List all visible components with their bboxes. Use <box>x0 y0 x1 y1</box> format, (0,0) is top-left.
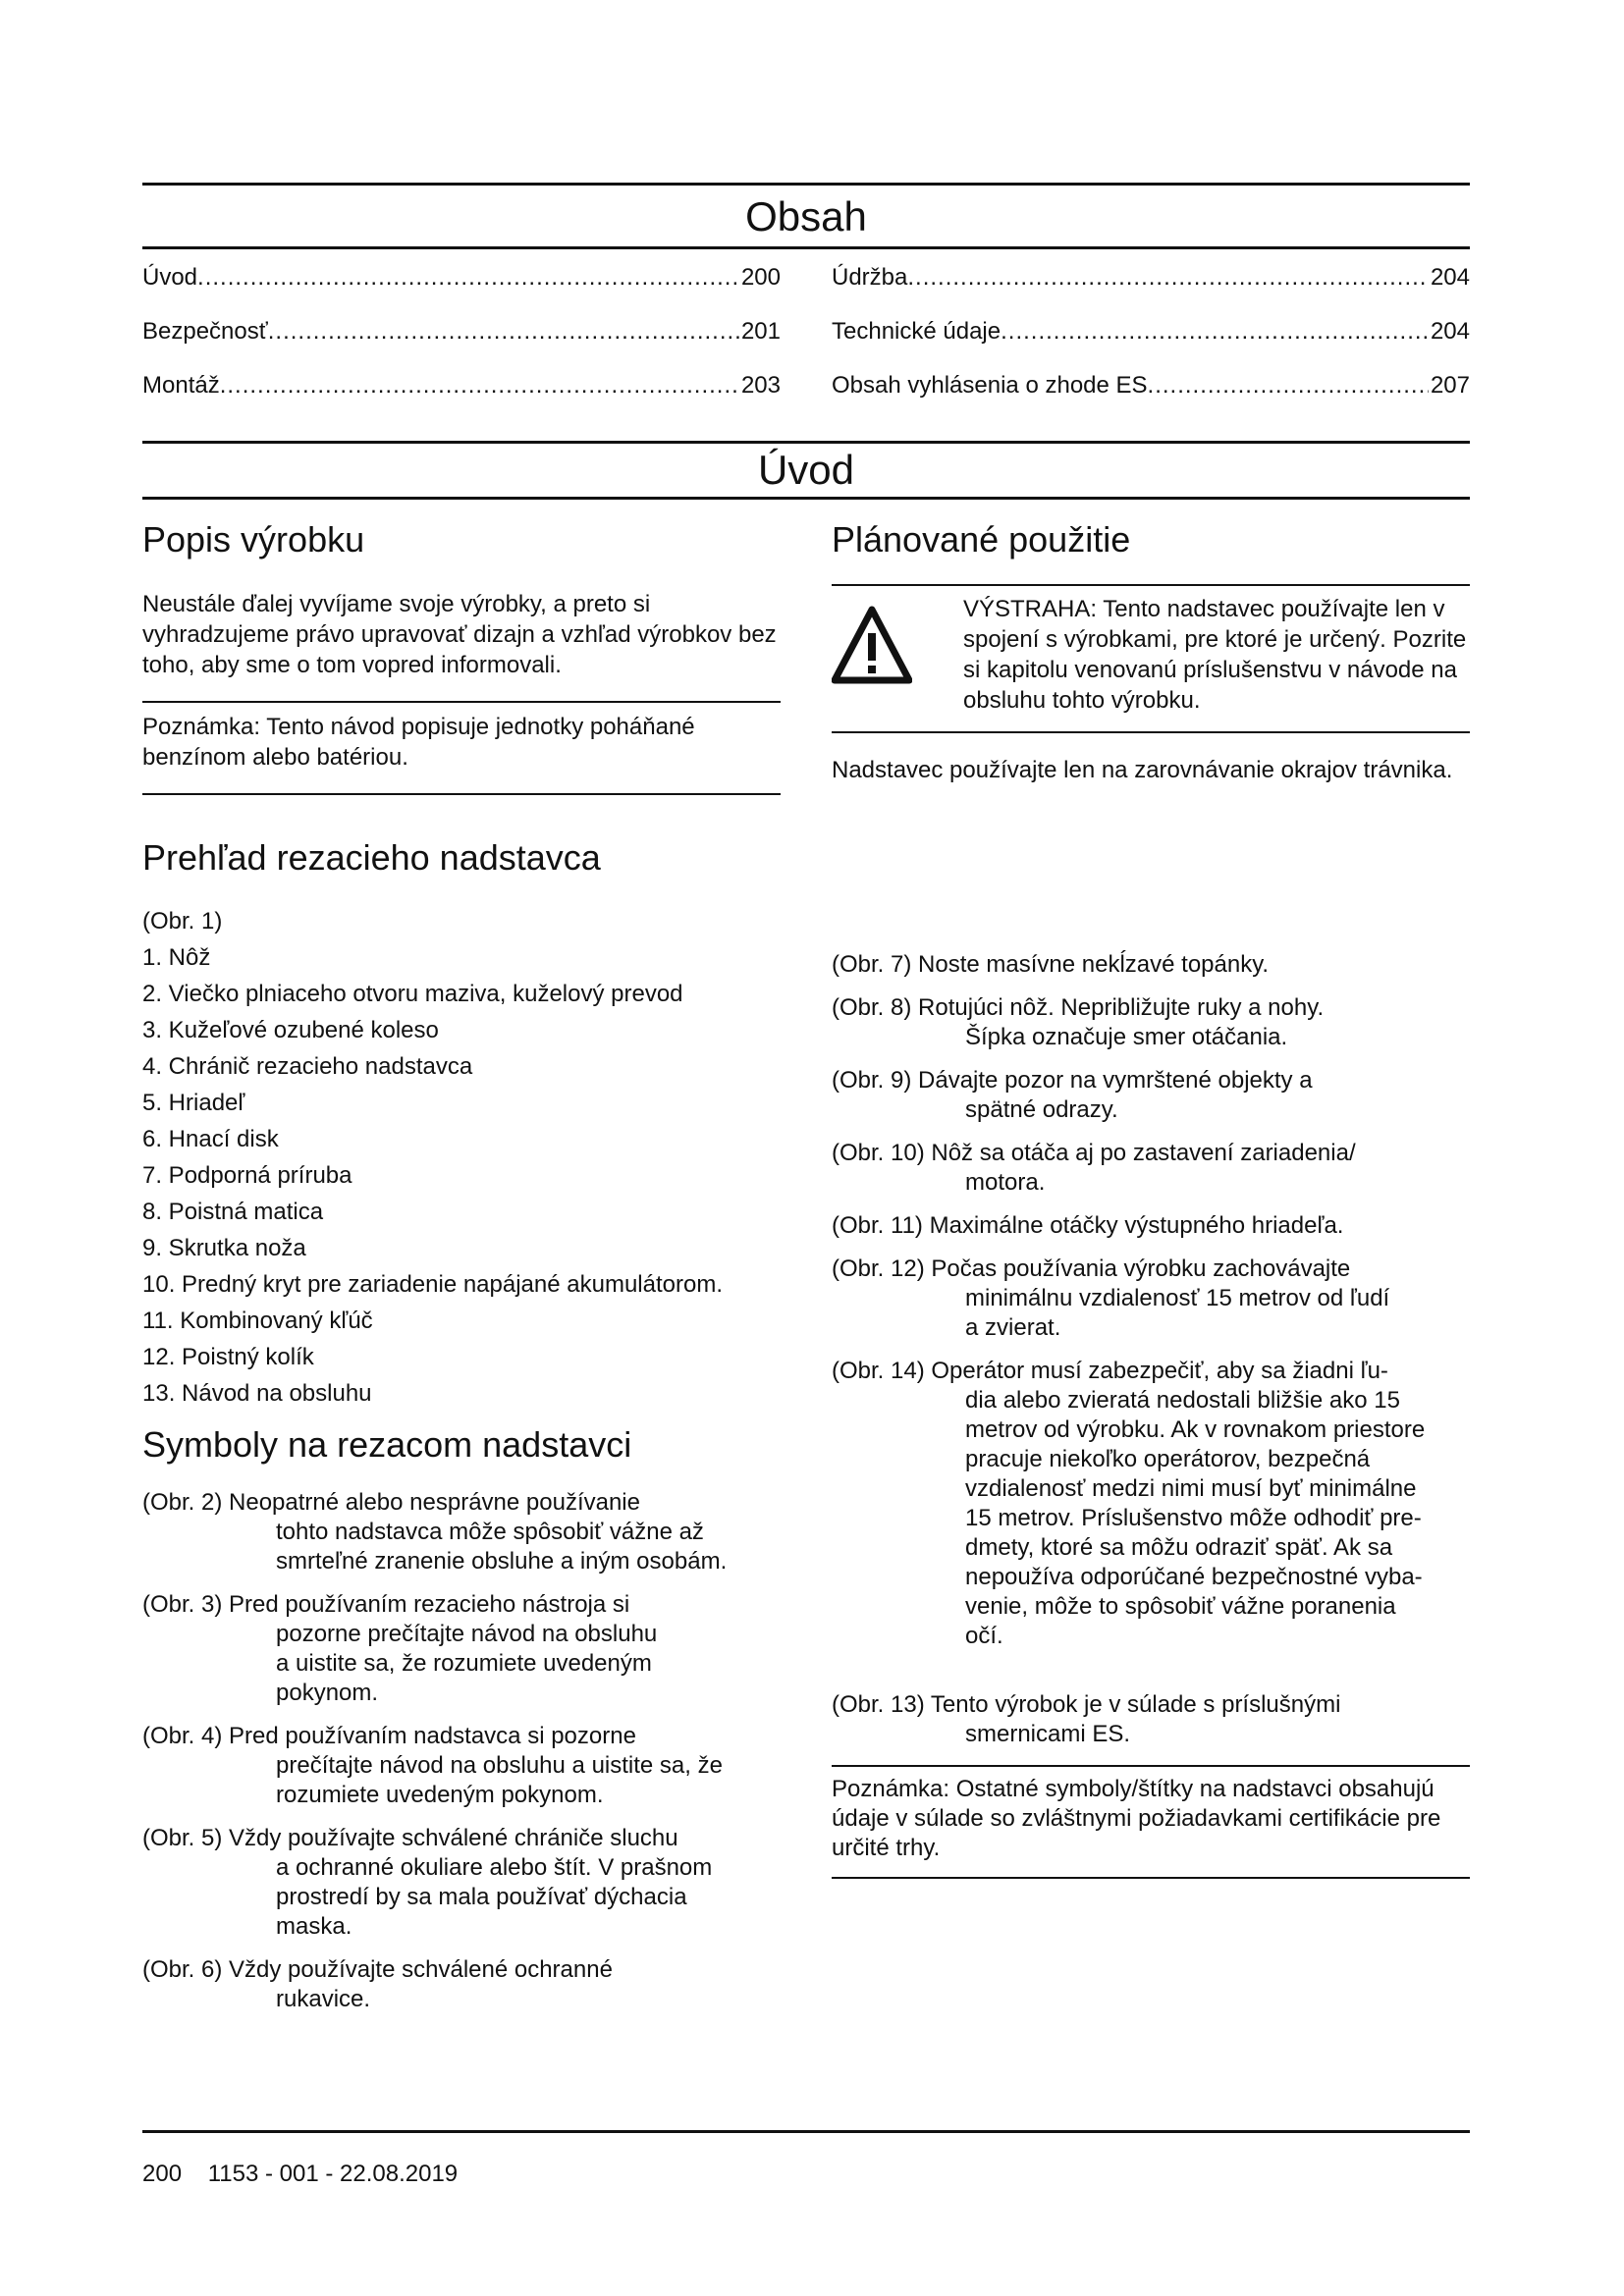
product-description-heading: Popis výrobku <box>142 519 365 560</box>
toc-entry-label: Technické údaje <box>832 318 1001 345</box>
symbol-entry: (Obr. 12) Počas používania výrobku zachovávajte minimálnu vzdialenosť 15 metrov od ľudí a zvierat. <box>832 1255 1390 1341</box>
product-description <box>142 518 781 795</box>
toc-leader <box>220 371 739 400</box>
divider <box>832 1765 1470 1767</box>
toc-entry[interactable] <box>832 263 1470 293</box>
intended-use <box>832 518 1470 785</box>
product-note <box>142 712 781 773</box>
symbol-entry: (Obr. 13) Tento výrobok je v súlade s príslušnými smernicami ES. <box>832 1691 1341 1747</box>
warning-box <box>832 594 1470 716</box>
intended-use-text: Nadstavec používajte len na zarovnávanie okrajov trávnika. <box>832 757 1453 783</box>
warning-triangle-icon <box>832 606 912 686</box>
toc-entry-page: 204 <box>1430 318 1470 345</box>
toc-entry-label: Bezpečnosť <box>142 318 268 345</box>
list-item: 4. Chránič rezacieho nadstavca <box>142 1053 473 1080</box>
symbol-entry: (Obr. 5) Vždy používajte schválené chrániče sluchu a ochranné okuliare alebo štít. V prašnom prostredí by sa mala používať dýchacia maska. <box>142 1825 713 1940</box>
symbol-entry: (Obr. 7) Noste masívne nekĺzavé topánky. <box>832 951 1270 978</box>
note-label: Poznámka: <box>832 1776 950 1802</box>
intro-title-rule <box>142 497 1470 500</box>
toc-entry-label: Údržba <box>832 264 908 291</box>
divider <box>832 584 1470 586</box>
list-item: 3. Kužeľové ozubené koleso <box>142 1017 439 1043</box>
symbol-entry: (Obr. 6) Vždy používajte schválené ochranné rukavice. <box>142 1956 613 2012</box>
toc-entry-label: Obsah vyhlásenia o zhode ES <box>832 372 1148 399</box>
symbols-heading: Symboly na rezacom nadstavci <box>142 1424 632 1465</box>
toc-leader <box>1001 317 1429 347</box>
page-footer: 200 1153 - 001 - 22.08.2019 <box>142 2161 459 2187</box>
toc-entry[interactable] <box>832 317 1470 347</box>
toc-title-rule <box>142 246 1470 249</box>
toc-title: Obsah <box>745 193 867 240</box>
footer-rule <box>142 2130 1470 2133</box>
divider <box>142 701 781 703</box>
list-item: 5. Hriadeľ <box>142 1090 245 1116</box>
toc-entry[interactable] <box>142 317 781 347</box>
overview-heading: Prehľad rezacieho nadstavca <box>142 837 601 878</box>
list-item: 7. Podporná príruba <box>142 1162 352 1189</box>
toc-top-rule <box>142 183 1470 186</box>
symbol-entry: (Obr. 14) Operátor musí zabezpečiť, aby sa žiadni ľu- dia alebo zvieratá nedostali bližšie ako 15 metrov od výrobku. Ak v rovnakom priestore pracuje niekoľko operátorov, bezpečná vzdialenosť medzi nimi musí byť minimálne 15 metrov. Príslušenstvo môže odhodiť pre- dmety, ktoré sa môžu odraziť späť. Ak sa nepoužíva odporúčané bezpečnostné vyba- venie, môže to spôsobiť vážne poranenia očí. <box>832 1358 1426 1649</box>
intended-use-heading: Plánované použitie <box>832 519 1131 560</box>
list-item: 10. Predný kryt pre zariadenie napájané akumulátorom. <box>142 1271 723 1298</box>
warning-label: VÝSTRAHA: <box>963 596 1098 622</box>
divider <box>142 793 781 795</box>
note-label: Poznámka: <box>142 714 261 740</box>
list-item: 13. Návod na obsluhu <box>142 1380 372 1407</box>
toc-column-right <box>832 263 1470 425</box>
list-item: 1. Nôž <box>142 944 211 971</box>
list-item: 12. Poistný kolík <box>142 1344 314 1370</box>
toc-leader <box>197 263 739 293</box>
divider <box>832 731 1470 733</box>
attachment-overview <box>142 836 781 1415</box>
note-text: Tento návod popisuje jednotky poháňané benzínom alebo batériou. <box>142 714 695 771</box>
toc-entry-page: 207 <box>1430 372 1470 399</box>
symbol-entry: (Obr. 9) Dávajte pozor na vymrštené objekty a spätné odrazy. <box>832 1067 1313 1123</box>
divider <box>832 1877 1470 1879</box>
toc-entry-page: 203 <box>740 372 781 399</box>
list-item: 9. Skrutka noža <box>142 1235 306 1261</box>
toc-entry-page: 201 <box>740 318 781 345</box>
list-item: 6. Hnací disk <box>142 1126 279 1152</box>
warning-text: Tento nadstavec používajte len v spojení s výrobkami, pre ktoré je určený. Pozrite si kapitolu venovanú príslušenstvu v návode na obsluhu tohto výrobku. <box>963 596 1467 714</box>
intro-top-rule <box>142 441 1470 444</box>
symbols-note <box>832 1775 1470 1863</box>
toc-entry-label: Montáž <box>142 372 220 399</box>
symbol-entry: (Obr. 10) Nôž sa otáča aj po zastavení zariadenia/ motora. <box>832 1140 1356 1196</box>
symbols-section <box>142 1423 781 2028</box>
toc-column-left <box>142 263 781 425</box>
note-text: Ostatné symboly/štítky na nadstavci obsahujú údaje v súlade so zvláštnymi požiadavkami certifikácie pre určité trhy. <box>832 1776 1441 1861</box>
symbol-entry: (Obr. 11) Maximálne otáčky výstupného hriadeľa. <box>832 1212 1344 1239</box>
symbol-entry: (Obr. 4) Pred používaním nadstavca si pozorne prečítajte návod na obsluhu a uistite sa, že rozumiete uvedeným pokynom. <box>142 1723 723 1808</box>
toc-leader <box>1148 371 1429 400</box>
product-description-text: Neustále ďalej vyvíjame svoje výrobky, a preto si vyhradzujeme právo upravovať dizajn a vzhľad výrobkov bez toho, aby sme o tom vopred informovali. <box>142 591 777 678</box>
toc-leader <box>268 317 739 347</box>
toc-leader <box>907 263 1429 293</box>
list-item: 8. Poistná matica <box>142 1199 324 1225</box>
toc-entry-page: 204 <box>1430 264 1470 291</box>
toc-entry[interactable] <box>142 263 781 293</box>
toc-entry[interactable] <box>832 371 1470 400</box>
toc-entry-label: Úvod <box>142 264 198 291</box>
list-item: 11. Kombinovaný kľúč <box>142 1308 373 1334</box>
toc-entry-page: 200 <box>740 264 781 291</box>
overview-figure-ref: (Obr. 1) <box>142 908 223 934</box>
symbols-list-left <box>142 1488 781 2014</box>
symbol-entry: (Obr. 8) Rotujúci nôž. Nepribližujte ruky a nohy. Šípka označuje smer otáčania. <box>832 994 1325 1050</box>
warning-text-block <box>963 594 1470 716</box>
symbol-entry: (Obr. 2) Neopatrné alebo nesprávne používanie tohto nadstavca môže spôsobiť vážne až smrteľné zranenie obsluhe a iným osobám. <box>142 1489 728 1575</box>
intro-title: Úvod <box>757 447 855 493</box>
toc-entry[interactable] <box>142 371 781 400</box>
symbols-list-right <box>832 950 1470 1879</box>
symbol-entry: (Obr. 3) Pred používaním rezacieho nástroja si pozorne prečítajte návod na obsluhu a uistite sa, že rozumiete uvedeným pokynom. <box>142 1591 658 1706</box>
parts-list <box>142 943 781 1415</box>
list-item: 2. Viečko plniaceho otvoru maziva, kuželový prevod <box>142 981 683 1007</box>
